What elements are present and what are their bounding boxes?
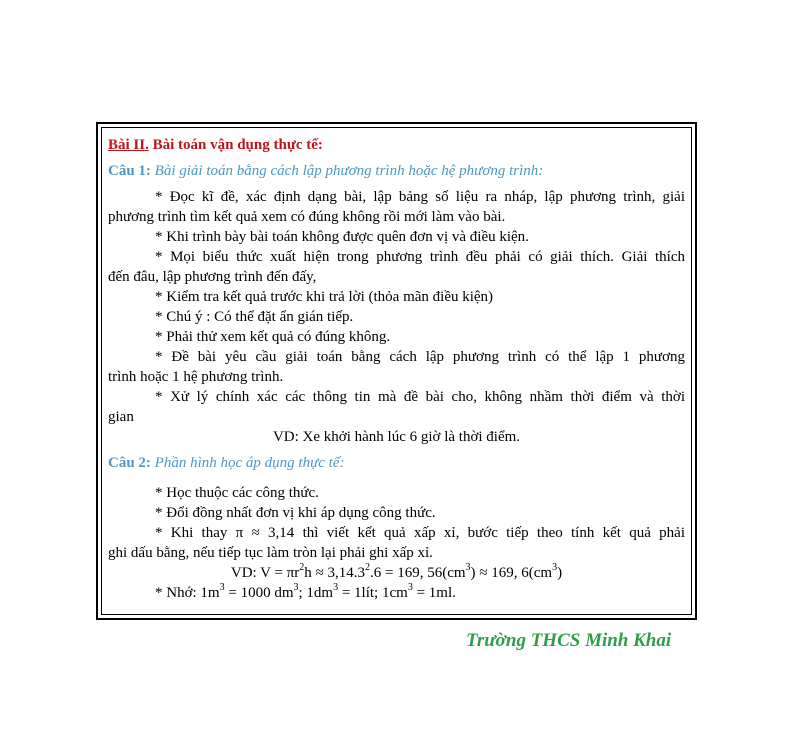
part2-title: Phần hình học áp dụng thực tế: (154, 455, 345, 471)
part1-title: Bài giải toán bằng cách lập phương trình hoặc hệ phương trình: (154, 163, 544, 179)
part1-heading (108, 161, 685, 181)
part2-label: Câu 2: (108, 455, 151, 471)
section-heading (108, 135, 685, 155)
part1-line: * Chú ý : Có thể đặt ẩn gián tiếp. (155, 309, 354, 325)
part1-label: Câu 1: (108, 163, 151, 179)
part2-line: * Khi thay π ≈ 3,14 thì viết kết quả xấp xỉ, bước tiếp theo tính kết quả phải (155, 525, 685, 541)
part1-line: * Đọc kĩ đề, xác định dạng bài, lập bảng số liệu ra nháp, lập phương trình, giải (155, 189, 685, 205)
content-inner-frame (101, 127, 692, 615)
part1-line: * Xử lý chính xác các thông tin mà đề bài cho, không nhầm thời điểm và thời (155, 389, 685, 405)
part2-line: ghi dấu bằng, nếu tiếp tục làm tròn lại phải ghi xấp xỉ. (108, 545, 433, 561)
school-name-footer: Trường THCS Minh Khai (466, 630, 672, 651)
part2-line: * Học thuộc các công thức. (155, 485, 319, 501)
section-title: Bài toán vận dụng thực tế: (152, 137, 323, 153)
part2-unit-note: * Nhớ: $1m^3 = 1000$ $dm^3$; $1dm^3$ = 1lít; $1cm^3 = 1ml$. (155, 582, 456, 601)
section-number: Bài II. (108, 137, 149, 153)
part1-line: * Khi trình bày bài toán không được quên đơn vị và điều kiện. (155, 229, 529, 245)
part1-line: * Đề bài yêu cầu giải toán bằng cách lập phương trình có thể lập 1 phương (155, 349, 685, 365)
part1-line: đến đâu, lập phương trình đến đấy, (108, 269, 317, 285)
part1-example: VD: Xe khởi hành lúc 6 giờ là thời điểm. (272, 429, 521, 445)
content-frame (96, 122, 697, 620)
part1-line: trình hoặc 1 hệ phương trình. (108, 369, 284, 385)
part1-line: * Mọi biểu thức xuất hiện trong phương trình đều phải có giải thích. Giải thích (155, 249, 685, 265)
part1-line: * Kiểm tra kết quả trước khi trả lời (thỏa mãn điều kiện) (155, 289, 494, 305)
part2-heading (108, 453, 685, 473)
part1-line: gian (108, 409, 134, 425)
part1-line: * Phải thử xem kết quả có đúng không. (155, 329, 391, 345)
part2-example-formula: VD: $V = \pi r^2h \approx 3,14.3^2.6 = 169$, $56(cm^3) \approx 169$, $6(cm^3)$ (230, 562, 563, 581)
part2-line: * Đổi đồng nhất đơn vị khi áp dụng công thức. (155, 505, 436, 521)
part1-line: phương trình tìm kết quả xem có đúng không rồi mới làm vào bài. (108, 209, 506, 225)
